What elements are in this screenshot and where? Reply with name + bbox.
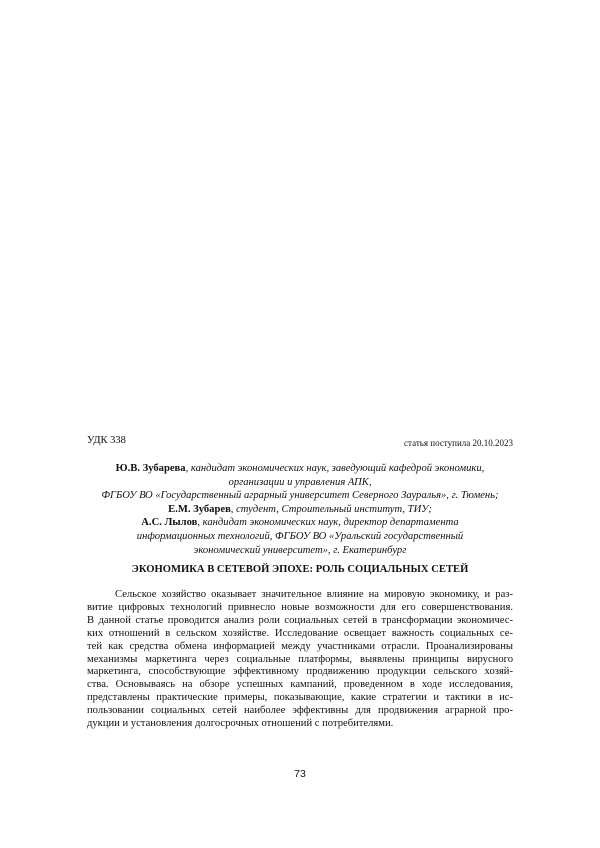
author-1-line-2 bbox=[70, 476, 530, 490]
abstract-line: ких отношений в сельском хозяйстве. Исследование освещает важность социальных се- bbox=[87, 627, 513, 639]
author-1-affiliation: , кандидат экономических наук, заведующий кафедрой экономики, bbox=[185, 463, 485, 474]
author-3-university: экономический университет», г. Екатеринбург bbox=[193, 544, 407, 556]
abstract-line: маркетинга, способствующие эффективному продвижению продукции сельского хозяй- bbox=[87, 666, 513, 678]
author-1-line-3 bbox=[70, 489, 530, 503]
abstract-line: В данной статье проводится анализ роли социальных сетей в трансформации экономичес- bbox=[87, 614, 513, 626]
author-3-line-3 bbox=[70, 544, 530, 558]
author-3-name: А.С. Лылов bbox=[141, 517, 198, 529]
abstract-line: пользовании социальных сетей наиболее эффективны для продвижения аграрной про- bbox=[87, 705, 513, 717]
author-3-line-2 bbox=[70, 530, 530, 544]
article-title: ЭКОНОМИКА В СЕТЕВОЙ ЭПОХЕ: РОЛЬ СОЦИАЛЬНЫХ СЕТЕЙ bbox=[131, 564, 469, 575]
received-date: статья поступила 20.10.2023 bbox=[404, 438, 513, 448]
author-2-affiliation: , студент, Строительный институт, ТИУ; bbox=[230, 503, 432, 515]
author-1-line-1 bbox=[70, 462, 530, 476]
author-3-affiliation-cont: информационных технологий, ФГБОУ ВО «Уральский государственный bbox=[136, 530, 464, 542]
abstract-line: Сельское хозяйство оказывает значительное влияние на мировую экономику, и раз- bbox=[115, 589, 513, 600]
author-2-name: Е.М. Зубарев bbox=[168, 503, 231, 515]
abstract-line: ства. Основываясь на обзоре успешных кампаний, проведенном в ходе исследования, bbox=[87, 679, 513, 691]
author-3-affiliation: , кандидат экономических наук, директор департамента bbox=[197, 517, 459, 529]
udk-code: УДК 338 bbox=[87, 435, 126, 446]
author-3-line-1 bbox=[70, 516, 530, 530]
author-2-line bbox=[70, 503, 530, 517]
author-1-name: Ю.В. Зубарева bbox=[115, 463, 186, 474]
abstract-line: представлены практические примеры, показывающие, какие стратегии и тактики в ис- bbox=[87, 692, 513, 704]
abstract-line: тей как средства обмена информацией между участниками отрасли. Проанализированы bbox=[87, 640, 513, 652]
author-1-affiliation-cont: организации и управления АПК, bbox=[228, 476, 372, 488]
abstract-line: дукции и установления долгосрочных отношений с потребителями. bbox=[87, 718, 394, 730]
page-number: 73 bbox=[294, 768, 306, 780]
author-block bbox=[70, 462, 530, 557]
abstract-line: витие цифровых технологий привнесло новые возможности для его совершенствования. bbox=[87, 601, 513, 613]
author-1-university: ФГБОУ ВО «Государственный аграрный университет Северного Зауралья», г. Тюмень; bbox=[101, 490, 499, 502]
abstract bbox=[87, 589, 513, 731]
abstract-line: механизмы маркетинга через социальные платформы, выявлены принципы вирусного bbox=[87, 653, 513, 665]
